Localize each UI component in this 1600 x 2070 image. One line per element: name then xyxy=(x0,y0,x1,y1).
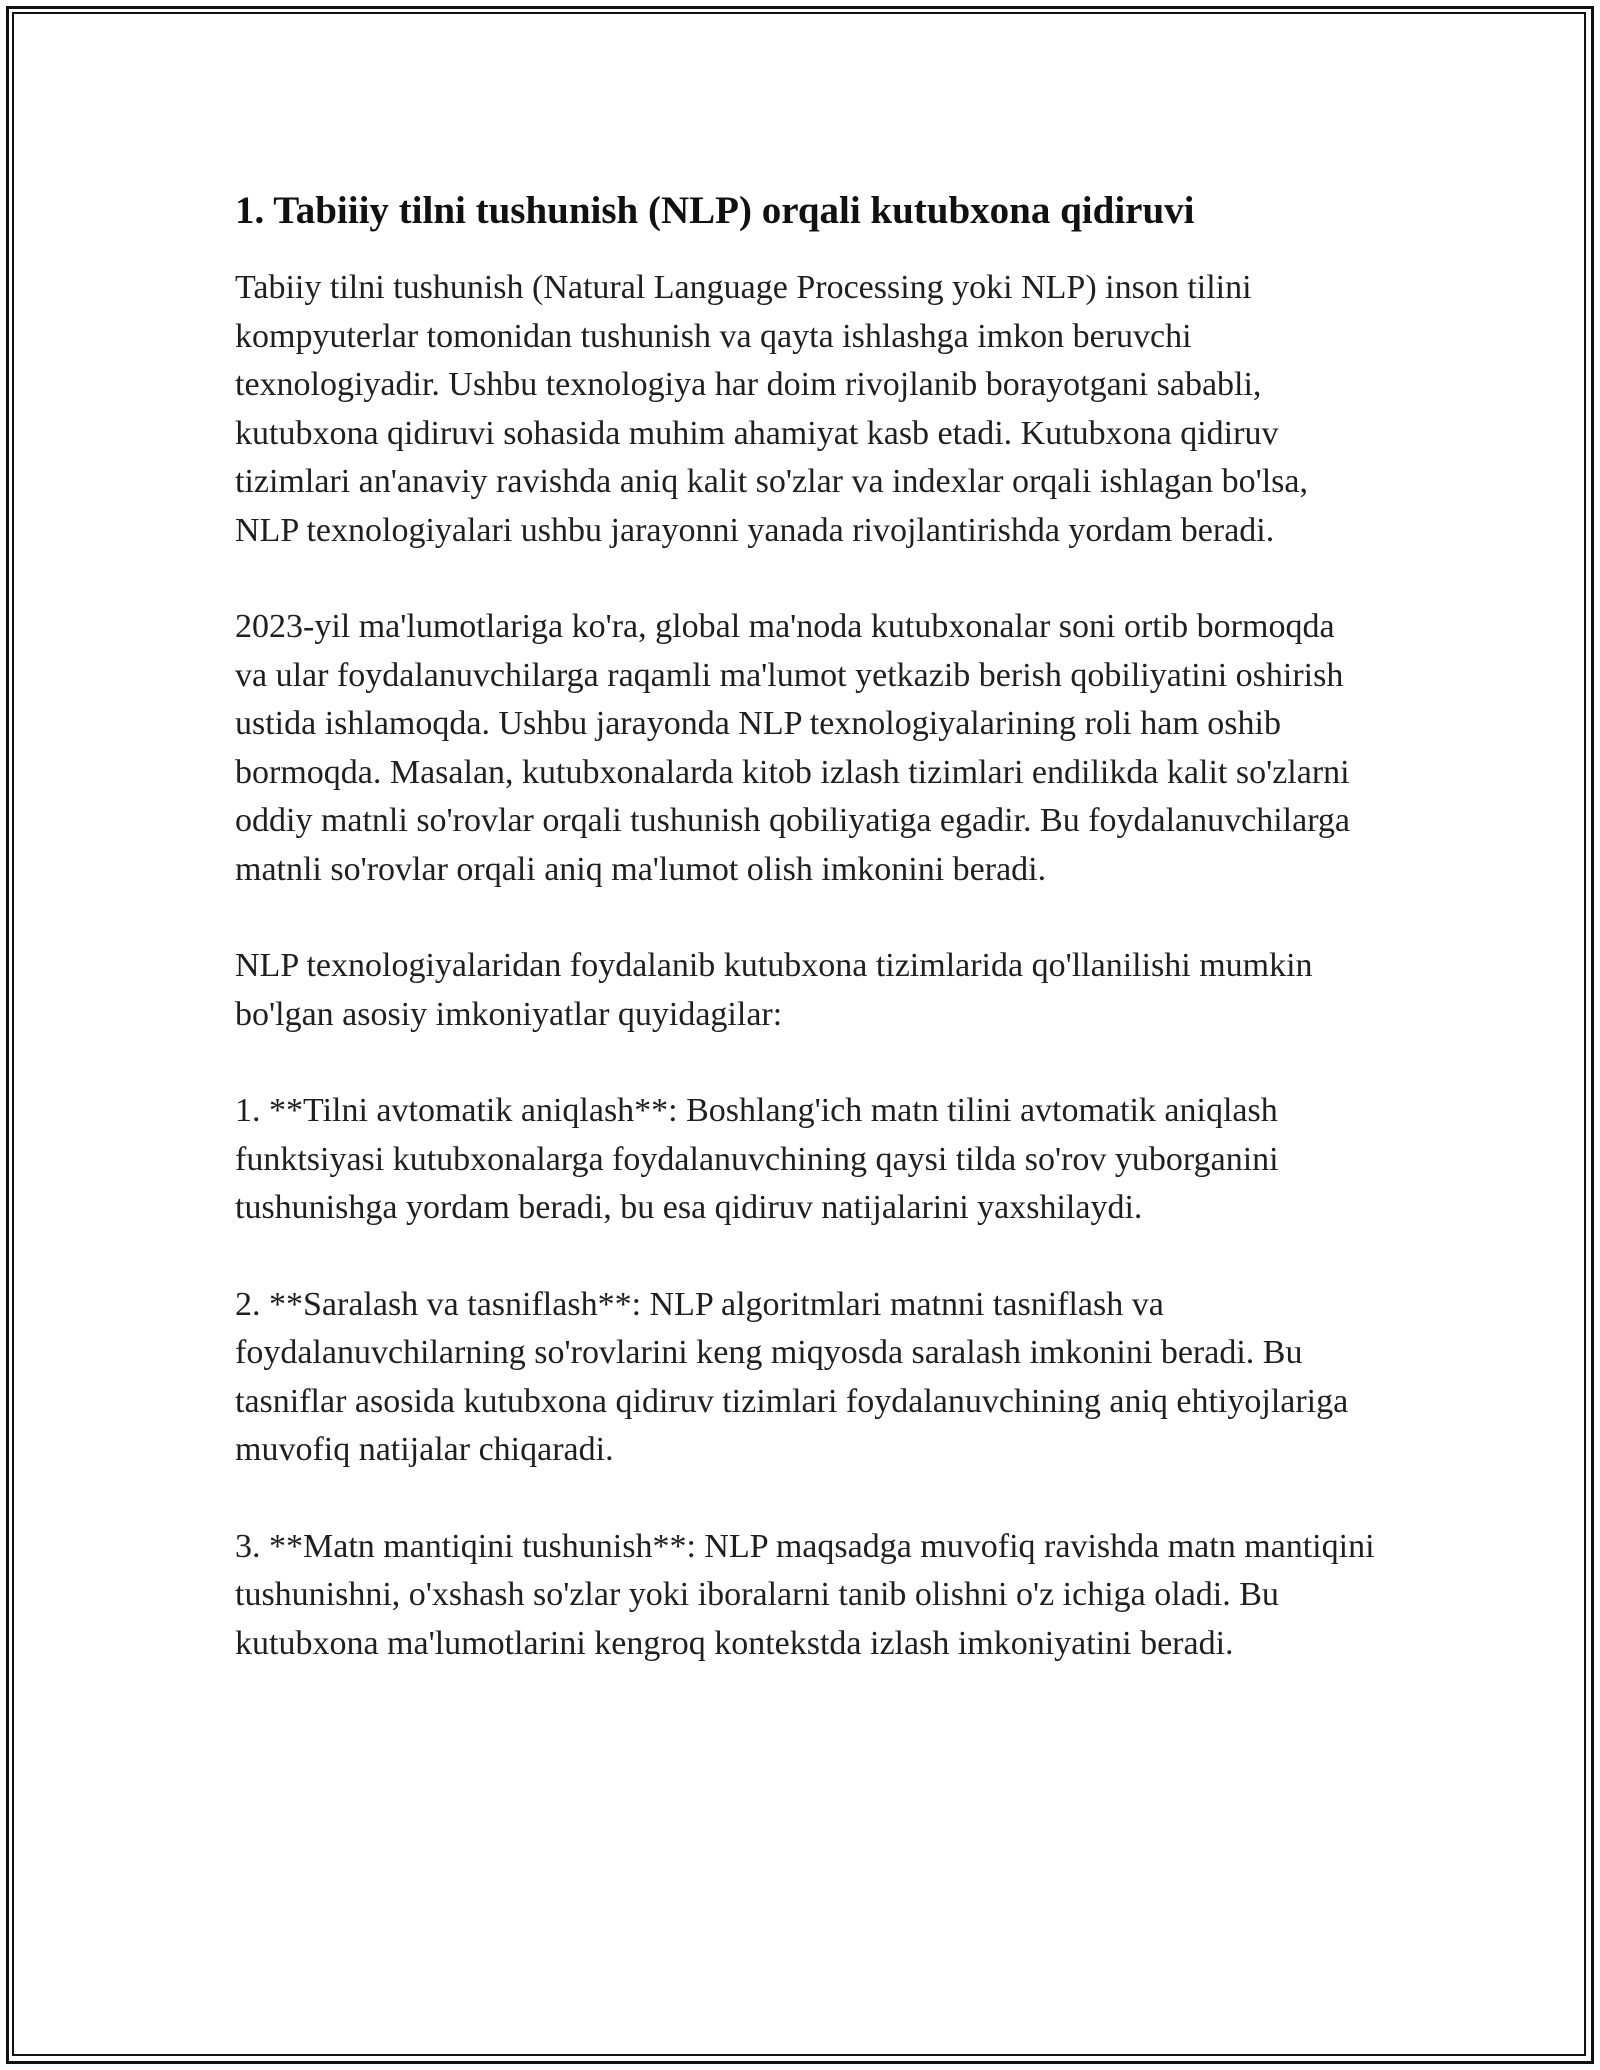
document-heading: 1. Tabiiiy tilni tushunish (NLP) orqali kutubxona qidiruvi xyxy=(235,189,1195,232)
statistics-paragraph: 2023-yil ma'lumotlariga ko'ra, global ma'noda kutubxonalar soni ortib bormoqda va ular foydalanuvchilarga raqamli ma'lumot yetkazib berish qobiliyatini oshirish ustida ishlamoqda. Ushbu jarayonda NLP texnologiyalarining roli ham oshib bormoqda. Masalan, kutubxonalarda kitob izlash tizimlari endilikda kalit so'zlarni oddiy matnli so'rovlar orqali tushunish qobiliyatiga egadir. Bu foydalanuvchilarga matnli so'rovlar orqali aniq ma'lumot olish imkonini beradi. xyxy=(235,608,1351,888)
document-body xyxy=(235,184,1375,1716)
list-intro-paragraph: NLP texnologiyalaridan foydalanib kutubxona tizimlarida qo'llanilishi mumkin bo'lgan asosiy imkoniyatlar quyidagilar: xyxy=(235,947,1313,1033)
list-item-classification: 2. **Saralash va tasniflash**: NLP algoritmlari matnni tasniflash va foydalanuvchilarning so'rovlarini keng miqyosda saralash imkonini beradi. Bu tasniflar asosida kutubxona qidiruv tizimlari foydalanuvchining aniq ehtiyojlariga muvofiq natijalar chiqaradi. xyxy=(235,1285,1349,1468)
list-item-text-logic: 3. **Matn mantiqini tushunish**: NLP maqsadga muvofiq ravishda matn mantiqini tushunishni, o'xshash so'zlar yoki iboralarni tanib olishni o'z ichiga oladi. Bu kutubxona ma'lumotlarini kengroq kontekstda izlash imkoniyatini beradi. xyxy=(235,1527,1375,1662)
list-item-language-detection: 1. **Tilni avtomatik aniqlash**: Boshlang'ich matn tilini avtomatik aniqlash funktsiyasi kutubxonalarga foydalanuvchining qaysi tilda so'rov yuborganini tushunishga yordam beradi, bu esa qidiruv natijalarini yaxshilaydi. xyxy=(235,1092,1279,1226)
intro-paragraph: Tabiiy tilni tushunish (Natural Language Processing yoki NLP) inson tilini kompyuterlar tomonidan tushunish va qayta ishlashga imkon beruvchi texnologiyadir. Ushbu texnologiya har doim rivojlanib borayotgani sababli, kutubxona qidiruvi sohasida muhim ahamiyat kasb etadi. Kutubxona qidiruv tizimlari an'anaviy ravishda aniq kalit so'zlar va indexlar orqali ishlagan bo'lsa, NLP texnologiyalari ushbu jarayonni yanada rivojlantirishda yordam beradi. xyxy=(235,269,1308,549)
